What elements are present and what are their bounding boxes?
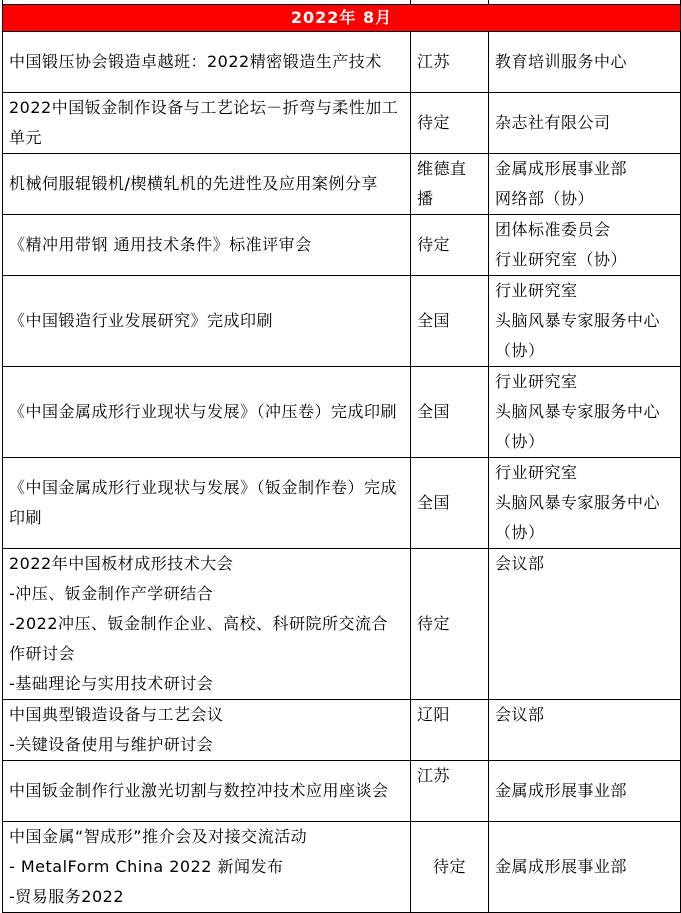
event-line: -关键设备使用与维护研讨会 — [9, 735, 214, 754]
organizer-line: 杂志社有限公司 — [495, 113, 611, 132]
location-cell: 全国 — [411, 367, 489, 458]
organizer-cell — [489, 215, 681, 276]
event-line: -贸易服务2022 — [9, 887, 124, 906]
location-cell: 江苏 — [411, 32, 489, 93]
event-line: -基础理论与实用技术研讨会 — [9, 674, 214, 693]
location-cell: 待定 — [411, 549, 489, 700]
organizer-line: 行业研究室 — [495, 372, 578, 391]
organizer-cell — [489, 154, 681, 215]
event-line: 中国钣金制作行业激光切割与数控冲技术应用座谈会 — [9, 781, 389, 800]
location-cell: 全国 — [411, 276, 489, 367]
event-line: 《中国金属成形行业现状与发展》（冲压卷）完成印刷 — [9, 402, 398, 421]
event-cell — [3, 549, 411, 700]
event-line: 中国金属“智成形”推介会及对接交流活动 — [9, 827, 308, 846]
organizer-cell — [489, 761, 681, 822]
table-row — [3, 32, 681, 93]
location-cell: 江苏 — [411, 761, 489, 822]
month-header-row — [3, 5, 681, 32]
organizer-line: 金属成形展事业部 — [495, 857, 628, 876]
organizer-line: 头脑风暴专家服务中心（协） — [495, 493, 661, 542]
event-line: - MetalForm China 2022 新闻发布 — [9, 857, 284, 876]
event-cell — [3, 822, 411, 913]
event-cell — [3, 276, 411, 367]
organizer-cell — [489, 32, 681, 93]
table-row — [3, 822, 681, 913]
location-cell: 全国 — [411, 458, 489, 549]
location-cell: 待定 — [411, 93, 489, 154]
organizer-line: 头脑风暴专家服务中心（协） — [495, 311, 661, 360]
table-row — [3, 276, 681, 367]
month-header: 2022年 8月 — [3, 5, 681, 32]
event-line: 机械伺服辊锻机/楔横轧机的先进性及应用案例分享 — [9, 174, 378, 193]
organizer-cell — [489, 276, 681, 367]
organizer-line: 会议部 — [495, 554, 545, 573]
event-line: -冲压、钣金制作产学研结合 — [9, 584, 214, 603]
location-cell: 辽阳 — [411, 700, 489, 761]
event-cell — [3, 761, 411, 822]
event-line: 《精冲用带钢 通用技术条件》标准评审会 — [9, 235, 312, 254]
organizer-cell — [489, 458, 681, 549]
organizer-cell — [489, 822, 681, 913]
event-cell — [3, 154, 411, 215]
event-line: 中国锻压协会锻造卓越班：2022精密锻造生产技术 — [9, 52, 382, 71]
location-cell: 待定 — [411, 215, 489, 276]
table-row — [3, 700, 681, 761]
organizer-cell — [489, 549, 681, 700]
event-cell — [3, 458, 411, 549]
organizer-line: 团体标准委员会 — [495, 220, 611, 239]
event-line: 《中国锻造行业发展研究》完成印刷 — [9, 311, 274, 330]
table-row — [3, 367, 681, 458]
organizer-line: 会议部 — [495, 705, 545, 724]
table-row — [3, 215, 681, 276]
organizer-line: 金属成形展事业部 — [495, 781, 628, 800]
table-row — [3, 154, 681, 215]
event-line: -2022冲压、钣金制作企业、高校、科研院所交流合作研讨会 — [9, 614, 388, 663]
organizer-line: 金属成形展事业部 — [495, 159, 628, 178]
location-cell: 维德直播 — [411, 154, 489, 215]
event-cell — [3, 367, 411, 458]
event-cell — [3, 215, 411, 276]
organizer-line: 网络部（协） — [495, 189, 595, 208]
event-line: 2022年中国板材成形技术大会 — [9, 554, 234, 573]
event-line: 2022中国钣金制作设备与工艺论坛－折弯与柔性加工单元 — [9, 98, 399, 147]
organizer-line: 教育培训服务中心 — [495, 52, 628, 71]
event-line: 中国典型锻造设备与工艺会议 — [9, 705, 224, 724]
table-row — [3, 458, 681, 549]
organizer-cell — [489, 367, 681, 458]
organizer-line: 行业研究室 — [495, 463, 578, 482]
table-row — [3, 93, 681, 154]
organizer-cell — [489, 93, 681, 154]
organizer-cell — [489, 700, 681, 761]
organizer-line: 行业研究室 — [495, 281, 578, 300]
organizer-line: 头脑风暴专家服务中心（协） — [495, 402, 661, 451]
table-row — [3, 549, 681, 700]
event-cell — [3, 700, 411, 761]
schedule-table — [2, 0, 681, 913]
event-line: 《中国金属成形行业现状与发展》（钣金制作卷）完成印刷 — [9, 478, 398, 527]
event-cell — [3, 93, 411, 154]
location-cell: 待定 — [411, 822, 489, 913]
table-row — [3, 761, 681, 822]
event-cell — [3, 32, 411, 93]
organizer-line: 行业研究室（协） — [495, 250, 628, 269]
